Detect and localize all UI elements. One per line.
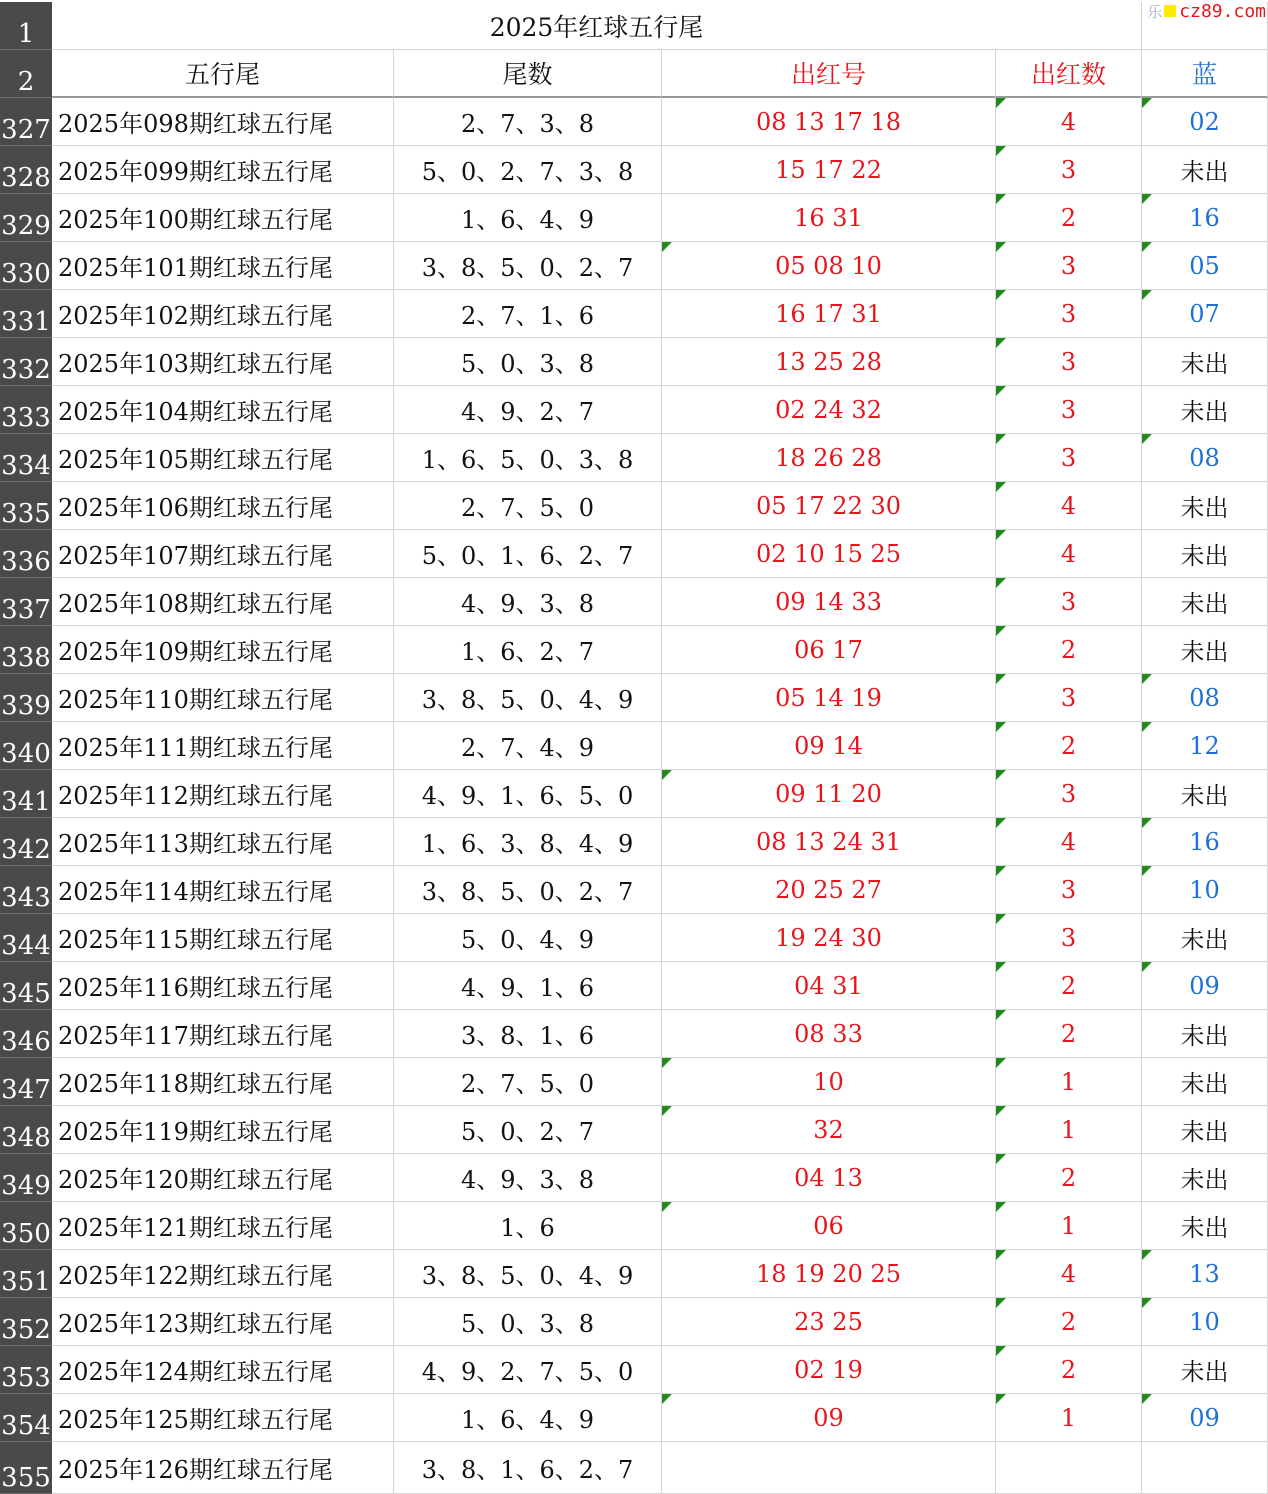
issue-name-cell[interactable]: 2025年102期红球五行尾 [52,290,394,338]
red-count-cell[interactable]: 3 [996,674,1142,722]
table-row [0,482,1268,530]
blue-cell[interactable]: 未出 [1142,626,1268,674]
column-header-tails[interactable]: 尾数 [394,50,662,98]
blue-cell[interactable]: 未出 [1142,482,1268,530]
table-row [0,146,1268,194]
blue-cell[interactable]: 未出 [1142,386,1268,434]
tails-cell[interactable]: 4、9、1、6 [394,962,662,1010]
watermark-ghost-char: 乐 [1147,2,1163,21]
blue-cell[interactable]: 08 [1142,434,1268,482]
tails-cell[interactable]: 3、8、5、0、4、9 [394,1250,662,1298]
tails-cell[interactable]: 4、9、1、6、5、0 [394,770,662,818]
issue-name-cell[interactable]: 2025年111期红球五行尾 [52,722,394,770]
row-header[interactable]: 332 [0,338,52,386]
blue-cell[interactable]: 07 [1142,290,1268,338]
blue-cell[interactable]: 未出 [1142,1058,1268,1106]
row-header[interactable]: 327 [0,98,52,146]
red-numbers-cell[interactable]: 23 25 [662,1298,996,1346]
red-numbers-cell[interactable]: 08 33 [662,1010,996,1058]
row-header[interactable]: 1 [0,2,52,50]
tails-cell[interactable]: 3、8、5、0、4、9 [394,674,662,722]
table-row [0,1346,1268,1394]
issue-name-cell[interactable]: 2025年112期红球五行尾 [52,770,394,818]
red-count-cell[interactable]: 3 [996,770,1142,818]
blue-cell[interactable]: 05 [1142,242,1268,290]
yellow-square-icon [1164,5,1176,17]
table-row [0,434,1268,482]
row-header[interactable]: 348 [0,1106,52,1154]
tails-cell[interactable]: 5、0、2、7 [394,1106,662,1154]
red-count-cell[interactable]: 2 [996,722,1142,770]
row-header[interactable]: 329 [0,194,52,242]
red-numbers-cell[interactable]: 16 31 [662,194,996,242]
issue-name-cell[interactable]: 2025年118期红球五行尾 [52,1058,394,1106]
table-row [0,914,1268,962]
issue-name-cell[interactable]: 2025年100期红球五行尾 [52,194,394,242]
tails-cell[interactable]: 2、7、3、8 [394,98,662,146]
red-numbers-cell[interactable]: 32 [662,1106,996,1154]
red-numbers-cell[interactable]: 06 17 [662,626,996,674]
blue-cell[interactable]: 未出 [1142,1010,1268,1058]
blue-cell[interactable]: 16 [1142,194,1268,242]
red-numbers-cell[interactable]: 05 17 22 30 [662,482,996,530]
tails-cell[interactable]: 1、6 [394,1202,662,1250]
row-header[interactable]: 345 [0,962,52,1010]
table-row [0,1442,1268,1494]
red-count-cell[interactable]: 3 [996,242,1142,290]
issue-name-cell[interactable]: 2025年114期红球五行尾 [52,866,394,914]
red-count-cell[interactable]: 3 [996,866,1142,914]
red-numbers-cell[interactable]: 02 19 [662,1346,996,1394]
issue-name-cell[interactable]: 2025年101期红球五行尾 [52,242,394,290]
red-count-cell[interactable]: 3 [996,290,1142,338]
blue-cell[interactable]: 09 [1142,962,1268,1010]
table-row [0,98,1268,146]
table-row [0,722,1268,770]
red-numbers-cell[interactable]: 08 13 24 31 [662,818,996,866]
tails-cell[interactable]: 1、6、4、9 [394,194,662,242]
column-header-blue[interactable]: 蓝 [1142,50,1268,98]
red-count-cell[interactable]: 4 [996,530,1142,578]
blue-cell[interactable]: 16 [1142,818,1268,866]
issue-name-cell[interactable]: 2025年098期红球五行尾 [52,98,394,146]
red-numbers-cell[interactable]: 06 [662,1202,996,1250]
red-count-cell[interactable]: 2 [996,1154,1142,1202]
issue-name-cell[interactable]: 2025年115期红球五行尾 [52,914,394,962]
row-header[interactable]: 335 [0,482,52,530]
tails-cell[interactable]: 5、0、3、8 [394,338,662,386]
blue-cell[interactable]: 02 [1142,98,1268,146]
tails-cell[interactable]: 3、8、1、6、2、7 [394,1442,662,1494]
red-count-cell[interactable]: 4 [996,482,1142,530]
tails-cell[interactable]: 5、0、4、9 [394,914,662,962]
red-numbers-cell[interactable]: 02 10 15 25 [662,530,996,578]
red-numbers-cell[interactable]: 09 14 [662,722,996,770]
row-header[interactable]: 351 [0,1250,52,1298]
row-header[interactable]: 333 [0,386,52,434]
red-count-cell[interactable]: 2 [996,962,1142,1010]
row-header[interactable]: 342 [0,818,52,866]
tails-cell[interactable]: 3、8、1、6 [394,1010,662,1058]
table-row [0,242,1268,290]
tails-cell[interactable]: 5、0、3、8 [394,1298,662,1346]
blue-cell[interactable]: 未出 [1142,1154,1268,1202]
tails-cell[interactable]: 4、9、3、8 [394,578,662,626]
issue-name-cell[interactable]: 2025年105期红球五行尾 [52,434,394,482]
blue-cell[interactable]: 未出 [1142,1202,1268,1250]
tails-cell[interactable]: 5、0、1、6、2、7 [394,530,662,578]
column-header-name[interactable]: 五行尾 [52,50,394,98]
row-header[interactable]: 347 [0,1058,52,1106]
issue-name-cell[interactable]: 2025年104期红球五行尾 [52,386,394,434]
row-header[interactable]: 331 [0,290,52,338]
red-numbers-cell[interactable]: 15 17 22 [662,146,996,194]
red-count-cell[interactable]: 4 [996,818,1142,866]
issue-name-cell[interactable]: 2025年099期红球五行尾 [52,146,394,194]
red-count-cell[interactable]: 3 [996,914,1142,962]
red-numbers-cell[interactable]: 09 11 20 [662,770,996,818]
table-row [0,818,1268,866]
red-count-cell[interactable]: 1 [996,1106,1142,1154]
table-row [0,1298,1268,1346]
issue-name-cell[interactable]: 2025年117期红球五行尾 [52,1010,394,1058]
red-count-cell[interactable]: 2 [996,1298,1142,1346]
tails-cell[interactable]: 2、7、5、0 [394,482,662,530]
row-header[interactable]: 349 [0,1154,52,1202]
red-numbers-cell[interactable]: 16 17 31 [662,290,996,338]
red-count-cell[interactable]: 3 [996,578,1142,626]
row-header[interactable]: 338 [0,626,52,674]
table-row [0,1394,1268,1442]
tails-cell[interactable]: 1、6、4、9 [394,1394,662,1442]
red-count-cell[interactable]: 4 [996,1250,1142,1298]
red-count-cell[interactable]: 1 [996,1394,1142,1442]
issue-name-cell[interactable]: 2025年103期红球五行尾 [52,338,394,386]
row-header[interactable]: 355 [0,1442,52,1494]
blue-cell[interactable]: 13 [1142,1250,1268,1298]
issue-name-cell[interactable]: 2025年110期红球五行尾 [52,674,394,722]
tails-cell[interactable]: 3、8、5、0、2、7 [394,242,662,290]
tails-cell[interactable]: 1、6、5、0、3、8 [394,434,662,482]
table-row [0,1010,1268,1058]
red-numbers-cell[interactable]: 04 13 [662,1154,996,1202]
table-row [0,866,1268,914]
issue-name-cell[interactable]: 2025年126期红球五行尾 [52,1442,394,1494]
table-row [0,1058,1268,1106]
red-count-cell[interactable]: 3 [996,386,1142,434]
table-row [0,578,1268,626]
red-numbers-cell[interactable] [662,1442,996,1494]
issue-name-cell[interactable]: 2025年123期红球五行尾 [52,1298,394,1346]
table-row [0,1250,1268,1298]
issue-name-cell[interactable]: 2025年125期红球五行尾 [52,1394,394,1442]
red-numbers-cell[interactable]: 05 14 19 [662,674,996,722]
blue-cell[interactable]: 未出 [1142,578,1268,626]
tails-cell[interactable]: 3、8、5、0、2、7 [394,866,662,914]
table-row [0,338,1268,386]
row-header[interactable]: 344 [0,914,52,962]
red-count-cell[interactable]: 3 [996,434,1142,482]
table-row [0,1106,1268,1154]
row-header[interactable]: 328 [0,146,52,194]
red-numbers-cell[interactable]: 05 08 10 [662,242,996,290]
row-header[interactable]: 334 [0,434,52,482]
table-row [0,290,1268,338]
red-numbers-cell[interactable]: 09 14 33 [662,578,996,626]
tails-cell[interactable]: 4、9、2、7 [394,386,662,434]
blue-cell[interactable]: 未出 [1142,146,1268,194]
row-header[interactable]: 352 [0,1298,52,1346]
blue-cell[interactable] [1142,1442,1268,1494]
issue-name-cell[interactable]: 2025年119期红球五行尾 [52,1106,394,1154]
red-numbers-cell[interactable]: 10 [662,1058,996,1106]
red-count-cell[interactable]: 2 [996,1010,1142,1058]
issue-name-cell[interactable]: 2025年106期红球五行尾 [52,482,394,530]
tails-cell[interactable]: 1、6、3、8、4、9 [394,818,662,866]
blue-cell[interactable]: 10 [1142,1298,1268,1346]
table-row [0,530,1268,578]
column-header-red-numbers[interactable]: 出红号 [662,50,996,98]
row-header[interactable]: 353 [0,1346,52,1394]
table-row [0,770,1268,818]
table-row [0,1154,1268,1202]
blue-cell[interactable]: 08 [1142,674,1268,722]
blue-cell[interactable]: 未出 [1142,770,1268,818]
row-header[interactable]: 354 [0,1394,52,1442]
table-row [0,386,1268,434]
issue-name-cell[interactable]: 2025年113期红球五行尾 [52,818,394,866]
red-count-cell[interactable] [996,1442,1142,1494]
tails-cell[interactable]: 2、7、5、0 [394,1058,662,1106]
row-header[interactable]: 341 [0,770,52,818]
red-numbers-cell[interactable]: 19 24 30 [662,914,996,962]
issue-name-cell[interactable]: 2025年121期红球五行尾 [52,1202,394,1250]
row-header[interactable]: 339 [0,674,52,722]
tails-cell[interactable]: 4、9、2、7、5、0 [394,1346,662,1394]
red-numbers-cell[interactable]: 20 25 27 [662,866,996,914]
red-count-cell[interactable]: 1 [996,1058,1142,1106]
table-row [0,626,1268,674]
red-numbers-cell[interactable]: 04 31 [662,962,996,1010]
red-numbers-cell[interactable]: 08 13 17 18 [662,98,996,146]
blue-cell[interactable]: 未出 [1142,338,1268,386]
row-header[interactable]: 343 [0,866,52,914]
red-count-cell[interactable]: 3 [996,146,1142,194]
issue-name-cell[interactable]: 2025年108期红球五行尾 [52,578,394,626]
header-row [0,50,1268,98]
red-count-cell[interactable]: 2 [996,626,1142,674]
blue-cell[interactable]: 未出 [1142,1106,1268,1154]
table-row [0,962,1268,1010]
table-row [0,674,1268,722]
column-header-red-count[interactable]: 出红数 [996,50,1142,98]
title-row [0,2,1268,50]
row-header[interactable]: 350 [0,1202,52,1250]
red-numbers-cell[interactable]: 02 24 32 [662,386,996,434]
red-numbers-cell[interactable]: 09 [662,1394,996,1442]
issue-name-cell[interactable]: 2025年116期红球五行尾 [52,962,394,1010]
red-count-cell[interactable]: 3 [996,338,1142,386]
row-header[interactable]: 2 [0,50,52,98]
issue-name-cell[interactable]: 2025年124期红球五行尾 [52,1346,394,1394]
row-header[interactable]: 337 [0,578,52,626]
blue-cell[interactable]: 未出 [1142,530,1268,578]
red-numbers-cell[interactable]: 18 19 20 25 [662,1250,996,1298]
table-row [0,194,1268,242]
issue-name-cell[interactable]: 2025年107期红球五行尾 [52,530,394,578]
watermark-badge [1147,0,1266,22]
red-numbers-cell[interactable]: 18 26 28 [662,434,996,482]
row-header[interactable]: 346 [0,1010,52,1058]
red-count-cell[interactable]: 2 [996,1346,1142,1394]
watermark-text: cz89.com [1179,0,1266,22]
sheet-title[interactable]: 2025年红球五行尾 [52,2,1142,50]
issue-name-cell[interactable]: 2025年122期红球五行尾 [52,1250,394,1298]
tails-cell[interactable]: 1、6、2、7 [394,626,662,674]
tails-cell[interactable]: 5、0、2、7、3、8 [394,146,662,194]
red-count-cell[interactable]: 4 [996,98,1142,146]
tails-cell[interactable]: 4、9、3、8 [394,1154,662,1202]
row-header[interactable]: 330 [0,242,52,290]
blue-cell[interactable]: 10 [1142,866,1268,914]
blue-cell[interactable]: 09 [1142,1394,1268,1442]
row-header[interactable]: 340 [0,722,52,770]
tails-cell[interactable]: 2、7、1、6 [394,290,662,338]
issue-name-cell[interactable]: 2025年109期红球五行尾 [52,626,394,674]
tails-cell[interactable]: 2、7、4、9 [394,722,662,770]
red-count-cell[interactable]: 1 [996,1202,1142,1250]
red-count-cell[interactable]: 2 [996,194,1142,242]
red-numbers-cell[interactable]: 13 25 28 [662,338,996,386]
blue-cell[interactable]: 未出 [1142,1346,1268,1394]
row-header[interactable]: 336 [0,530,52,578]
issue-name-cell[interactable]: 2025年120期红球五行尾 [52,1154,394,1202]
blue-cell[interactable]: 12 [1142,722,1268,770]
blue-cell[interactable]: 未出 [1142,914,1268,962]
table-row [0,1202,1268,1250]
